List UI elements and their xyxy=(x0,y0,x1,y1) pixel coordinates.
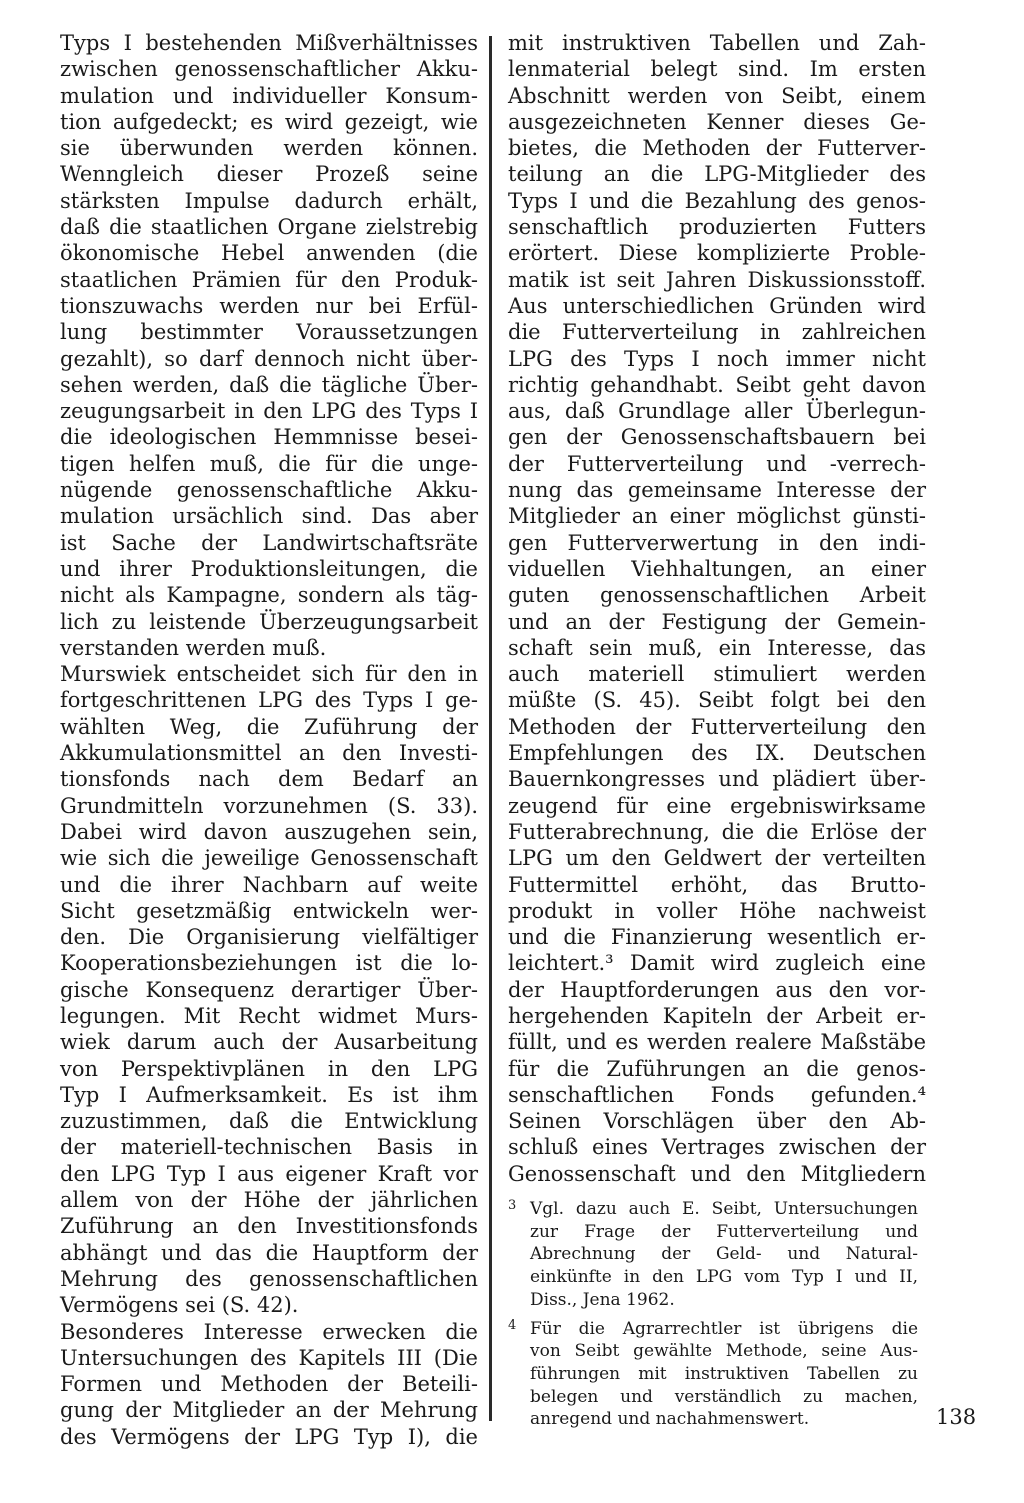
text-line: auch materiell stimuliert werden xyxy=(508,662,926,687)
text-line: fortgeschrittenen LPG des Typs I ge- xyxy=(60,688,478,713)
text-line: abhängt und das die Hauptform der xyxy=(60,1240,478,1265)
footnote-text: Für die Agrarrechtler ist übrigens die xyxy=(530,1318,918,1339)
text-line: Besonderes Interesse erwecken die xyxy=(60,1319,478,1344)
page-number: 138 xyxy=(936,1405,977,1429)
text-line: zuzustimmen, daß die Entwicklung xyxy=(60,1109,478,1134)
footnote-line xyxy=(508,1318,918,1341)
footnote-text: führungen mit instruktiven Tabellen zu xyxy=(530,1363,918,1384)
right-column xyxy=(508,30,926,1187)
text-line: nicht als Kampagne, sondern als täg- xyxy=(60,583,478,608)
text-line: richtig gehandhabt. Seibt geht davon xyxy=(508,372,926,397)
text-line: allem von der Höhe der jährlichen xyxy=(60,1188,478,1213)
footnote xyxy=(508,1198,918,1312)
footnote-line xyxy=(508,1198,918,1221)
text-line: Seinen Vorschlägen über den Ab- xyxy=(508,1109,926,1134)
text-line: Typ I Aufmerksamkeit. Es ist ihm xyxy=(60,1082,478,1107)
text-line: verstanden werden muß. xyxy=(60,635,327,660)
text-line: staatlichen Prämien für den Produk- xyxy=(60,267,478,292)
text-line: zeugungsarbeit in den LPG des Typs I xyxy=(60,399,478,424)
text-line: Grundmitteln vorzunehmen (S. 33). xyxy=(60,793,478,818)
text-line: Mitglieder an einer möglichst günsti- xyxy=(508,504,926,529)
footnote-line xyxy=(508,1408,918,1431)
footnote-line xyxy=(508,1363,918,1386)
footnote-line xyxy=(508,1243,918,1266)
text-line: schaft sein muß, ein Interesse, das xyxy=(508,635,926,660)
footnote-text: anregend und nachahmenswert. xyxy=(530,1409,810,1430)
text-line: Akkumulationsmittel an den Investi- xyxy=(60,741,478,766)
text-line: daß die staatlichen Organe zielstrebig xyxy=(60,215,478,240)
text-line: von Perspektivplänen in den LPG xyxy=(60,1056,478,1081)
text-line: für die Zuführungen an die genos- xyxy=(508,1056,926,1081)
text-line: wie sich die jeweilige Genossenschaft xyxy=(60,846,478,871)
text-line: und die Finanzierung wesentlich er- xyxy=(508,925,926,950)
text-line: lung bestimmter Voraussetzungen xyxy=(60,320,478,345)
footnote-line xyxy=(508,1289,918,1312)
text-line: viduellen Viehhaltungen, an einer xyxy=(508,556,926,581)
footnote-marker: 3 xyxy=(508,1198,517,1213)
text-line: hergehenden Kapiteln der Arbeit er- xyxy=(508,1003,926,1028)
text-line: gische Konsequenz derartiger Über- xyxy=(60,977,478,1002)
text-line: Wenngleich dieser Prozeß seine xyxy=(60,162,478,187)
text-line: Futtermittel erhöht, das Brutto- xyxy=(508,872,926,897)
footnotes xyxy=(508,1198,918,1431)
text-line: der Futterverteilung und -verrech- xyxy=(508,451,926,476)
text-line: Typs I und die Bezahlung des genos- xyxy=(508,188,926,213)
footnote-line xyxy=(508,1386,918,1409)
text-line: leichtert.³ Damit wird zugleich eine xyxy=(508,951,926,976)
text-line: Sicht gesetzmäßig entwickeln wer- xyxy=(60,898,478,923)
text-line: und ihrer Produktionsleitungen, die xyxy=(60,556,478,581)
text-line: lich zu leistende Überzeugungsarbeit xyxy=(60,609,478,634)
footnote-text: Abrechnung der Geld- und Natural- xyxy=(530,1244,918,1265)
text-line: den. Die Organisierung vielfältiger xyxy=(60,925,478,950)
text-line: teilung an die LPG-Mitglieder des xyxy=(508,162,926,187)
text-line: Typs I bestehenden Mißverhältnisses xyxy=(60,31,478,55)
text-line: gezahlt), so darf dennoch nicht über- xyxy=(60,346,478,371)
text-line: senschaftlich produzierten Futters xyxy=(508,215,926,240)
footnote-text: Vgl. dazu auch E. Seibt, Untersuchungen xyxy=(530,1199,918,1219)
text-line: Formen und Methoden der Beteili- xyxy=(60,1372,478,1397)
text-line: stärksten Impulse dadurch erhält, xyxy=(60,188,478,213)
text-line: nügende genossenschaftliche Akku- xyxy=(60,478,478,503)
column-divider xyxy=(489,36,492,1421)
footnote-marker: 4 xyxy=(508,1317,517,1333)
text-line: wählten Weg, die Zuführung der xyxy=(60,714,478,739)
text-line: tion aufgedeckt; es wird gezeigt, wie xyxy=(60,109,478,134)
text-line: gen Futterverwertung in den indi- xyxy=(508,530,926,555)
text-line: ist Sache der Landwirtschaftsräte xyxy=(60,530,478,555)
text-line: Zuführung an den Investitionsfonds xyxy=(60,1214,478,1239)
text-line: mit instruktiven Tabellen und Zah- xyxy=(508,31,926,55)
text-line: sie überwunden werden können. xyxy=(60,136,478,161)
left-column xyxy=(60,30,478,1450)
text-line: und an der Festigung der Gemein- xyxy=(508,609,926,634)
text-line: Murswiek entscheidet sich für den in xyxy=(60,662,478,687)
text-line: Dabei wird davon auszugehen sein, xyxy=(60,819,478,844)
text-line: die Futterverteilung in zahlreichen xyxy=(508,320,926,345)
text-line: mulation ursächlich sind. Das aber xyxy=(60,504,478,529)
text-line: Untersuchungen des Kapitels III (Die xyxy=(60,1345,478,1370)
text-line: ausgezeichneten Kenner dieses Ge- xyxy=(508,109,926,134)
text-line: und die ihrer Nachbarn auf weite xyxy=(60,872,478,897)
text-line: Kooperationsbeziehungen ist die lo- xyxy=(60,951,478,976)
footnote-text: Diss., Jena 1962. xyxy=(530,1289,675,1310)
text-line: sehen werden, daß die tägliche Über- xyxy=(60,372,478,397)
footnote-line xyxy=(508,1221,918,1244)
text-line: müßte (S. 45). Seibt folgt bei den xyxy=(508,688,926,713)
text-line: Methoden der Futterverteilung den xyxy=(508,714,926,739)
text-line: erörtert. Diese komplizierte Proble- xyxy=(508,241,926,266)
text-line: matik ist seit Jahren Diskussionsstoff. xyxy=(508,267,926,292)
text-line: Genossenschaft und den Mitgliedern xyxy=(508,1161,926,1186)
text-line: LPG des Typs I noch immer nicht xyxy=(508,346,926,371)
footnote-line xyxy=(508,1340,918,1363)
text-line: produkt in voller Höhe nachweist xyxy=(508,898,926,923)
footnote-text: von Seibt gewählte Methode, seine Aus- xyxy=(530,1341,918,1362)
text-line: zwischen genossenschaftlicher Akku- xyxy=(60,57,478,82)
text-line: bietes, die Methoden der Futterver- xyxy=(508,136,926,161)
text-line: füllt, und es werden realere Maßstäbe xyxy=(508,1030,926,1055)
text-line: tionsfonds nach dem Bedarf an xyxy=(60,767,478,792)
text-line: Vermögens sei (S. 42). xyxy=(60,1293,299,1318)
footnote-text: zur Frage der Futterverteilung und xyxy=(530,1221,918,1242)
text-line: aus, daß Grundlage aller Überlegun- xyxy=(508,399,926,424)
text-line: Abschnitt werden von Seibt, einem xyxy=(508,83,926,108)
text-line: lenmaterial belegt sind. Im ersten xyxy=(508,57,926,82)
footnote xyxy=(508,1318,918,1432)
text-line: des Vermögens der LPG Typ I), die xyxy=(60,1424,478,1449)
text-line: Mehrung des genossenschaftlichen xyxy=(60,1266,478,1291)
text-line: Empfehlungen des IX. Deutschen xyxy=(508,741,926,766)
text-line: schluß eines Vertrages zwischen der xyxy=(508,1135,926,1160)
text-line: wiek darum auch der Ausarbeitung xyxy=(60,1030,478,1055)
text-line: LPG um den Geldwert der verteilten xyxy=(508,846,926,871)
text-line: nung das gemeinsame Interesse der xyxy=(508,478,926,503)
text-line: Aus unterschiedlichen Gründen wird xyxy=(508,293,926,318)
text-line: gung der Mitglieder an der Mehrung xyxy=(60,1398,478,1423)
text-line: mulation und individueller Konsum- xyxy=(60,83,478,108)
text-line: tigen helfen muß, die für die unge- xyxy=(60,451,478,476)
text-line: der materiell-technischen Basis in xyxy=(60,1135,478,1160)
text-line: gen der Genossenschaftsbauern bei xyxy=(508,425,926,450)
footnote-text: einkünfte in den LPG vom Typ I und II, xyxy=(530,1267,918,1288)
text-line: der Hauptforderungen aus den vor- xyxy=(508,977,926,1002)
text-line: legungen. Mit Recht widmet Murs- xyxy=(60,1003,478,1028)
text-line: Futterabrechnung, die die Erlöse der xyxy=(508,819,926,844)
footnote-text: belegen und verständlich zu machen, xyxy=(530,1386,918,1407)
text-line: die ideologischen Hemmnisse besei- xyxy=(60,425,478,450)
text-line: senschaftlichen Fonds gefunden.⁴ xyxy=(508,1082,926,1107)
text-line: Bauernkongresses und plädiert über- xyxy=(508,767,926,792)
text-line: tionszuwachs werden nur bei Erfül- xyxy=(60,293,478,318)
text-line: guten genossenschaftlichen Arbeit xyxy=(508,583,926,608)
text-line: den LPG Typ I aus eigener Kraft vor xyxy=(60,1161,478,1186)
text-line: zeugend für eine ergebniswirksame xyxy=(508,793,926,818)
text-line: ökonomische Hebel anwenden (die xyxy=(60,241,478,266)
footnote-line xyxy=(508,1266,918,1289)
